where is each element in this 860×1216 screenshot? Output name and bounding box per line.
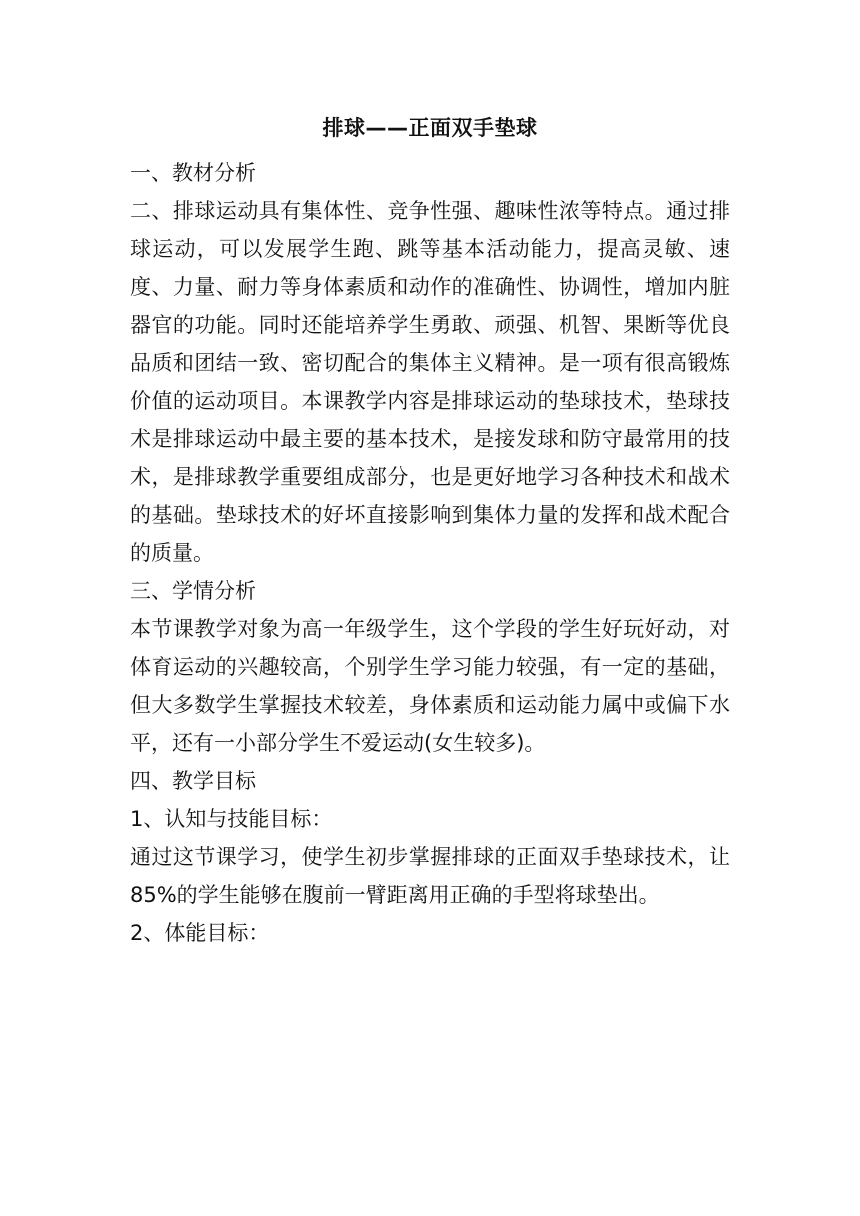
section-heading-teaching-goals: 四、教学目标: [130, 769, 256, 793]
section-heading-student-analysis: 三、学情分析: [130, 579, 256, 603]
document-title: 排球——正面双手垫球: [322, 116, 538, 140]
subheading-cognitive-skill-goal: 1、认知与技能目标：: [130, 807, 333, 831]
paragraph-cognitive-skill-goal: 通过这节课学习，使学生初步掌握排球的正面双手垫球技术，让85%的学生能够在腹前一臂距离用正确的手型将球垫出。: [130, 845, 730, 907]
paragraph-student-analysis: 本节课教学对象为高一年级学生，这个学段的学生好玩好动，对体育运动的兴趣较高，个别学生学习能力较强，有一定的基础，但大多数学生掌握技术较差，身体素质和运动能力属中或偏下水平，还有一小部分学生不爱运动(女生较多)。: [130, 617, 730, 755]
paragraph-textbook-analysis: 二、排球运动具有集体性、竞争性强、趣味性浓等特点。通过排球运动，可以发展学生跑、跳等基本活动能力，提高灵敏、速度、力量、耐力等身体素质和动作的准确性、协调性，增加内脏器官的功能。同时还能培养学生勇敢、顽强、机智、果断等优良品质和团结一致、密切配合的集体主义精神。是一项有很高锻炼价值的运动项目。本课教学内容是排球运动的垫球技术，垫球技术是排球运动中最主要的基本技术，是接发球和防守最常用的技术，是排球教学重要组成部分，也是更好地学习各种技术和战术的基础。垫球技术的好坏直接影响到集体力量的发挥和战术配合的质量。: [130, 199, 730, 565]
section-heading-textbook-analysis: 一、教材分析: [130, 161, 256, 185]
document-body: [130, 154, 730, 952]
subheading-fitness-goal: 2、体能目标：: [130, 921, 270, 945]
